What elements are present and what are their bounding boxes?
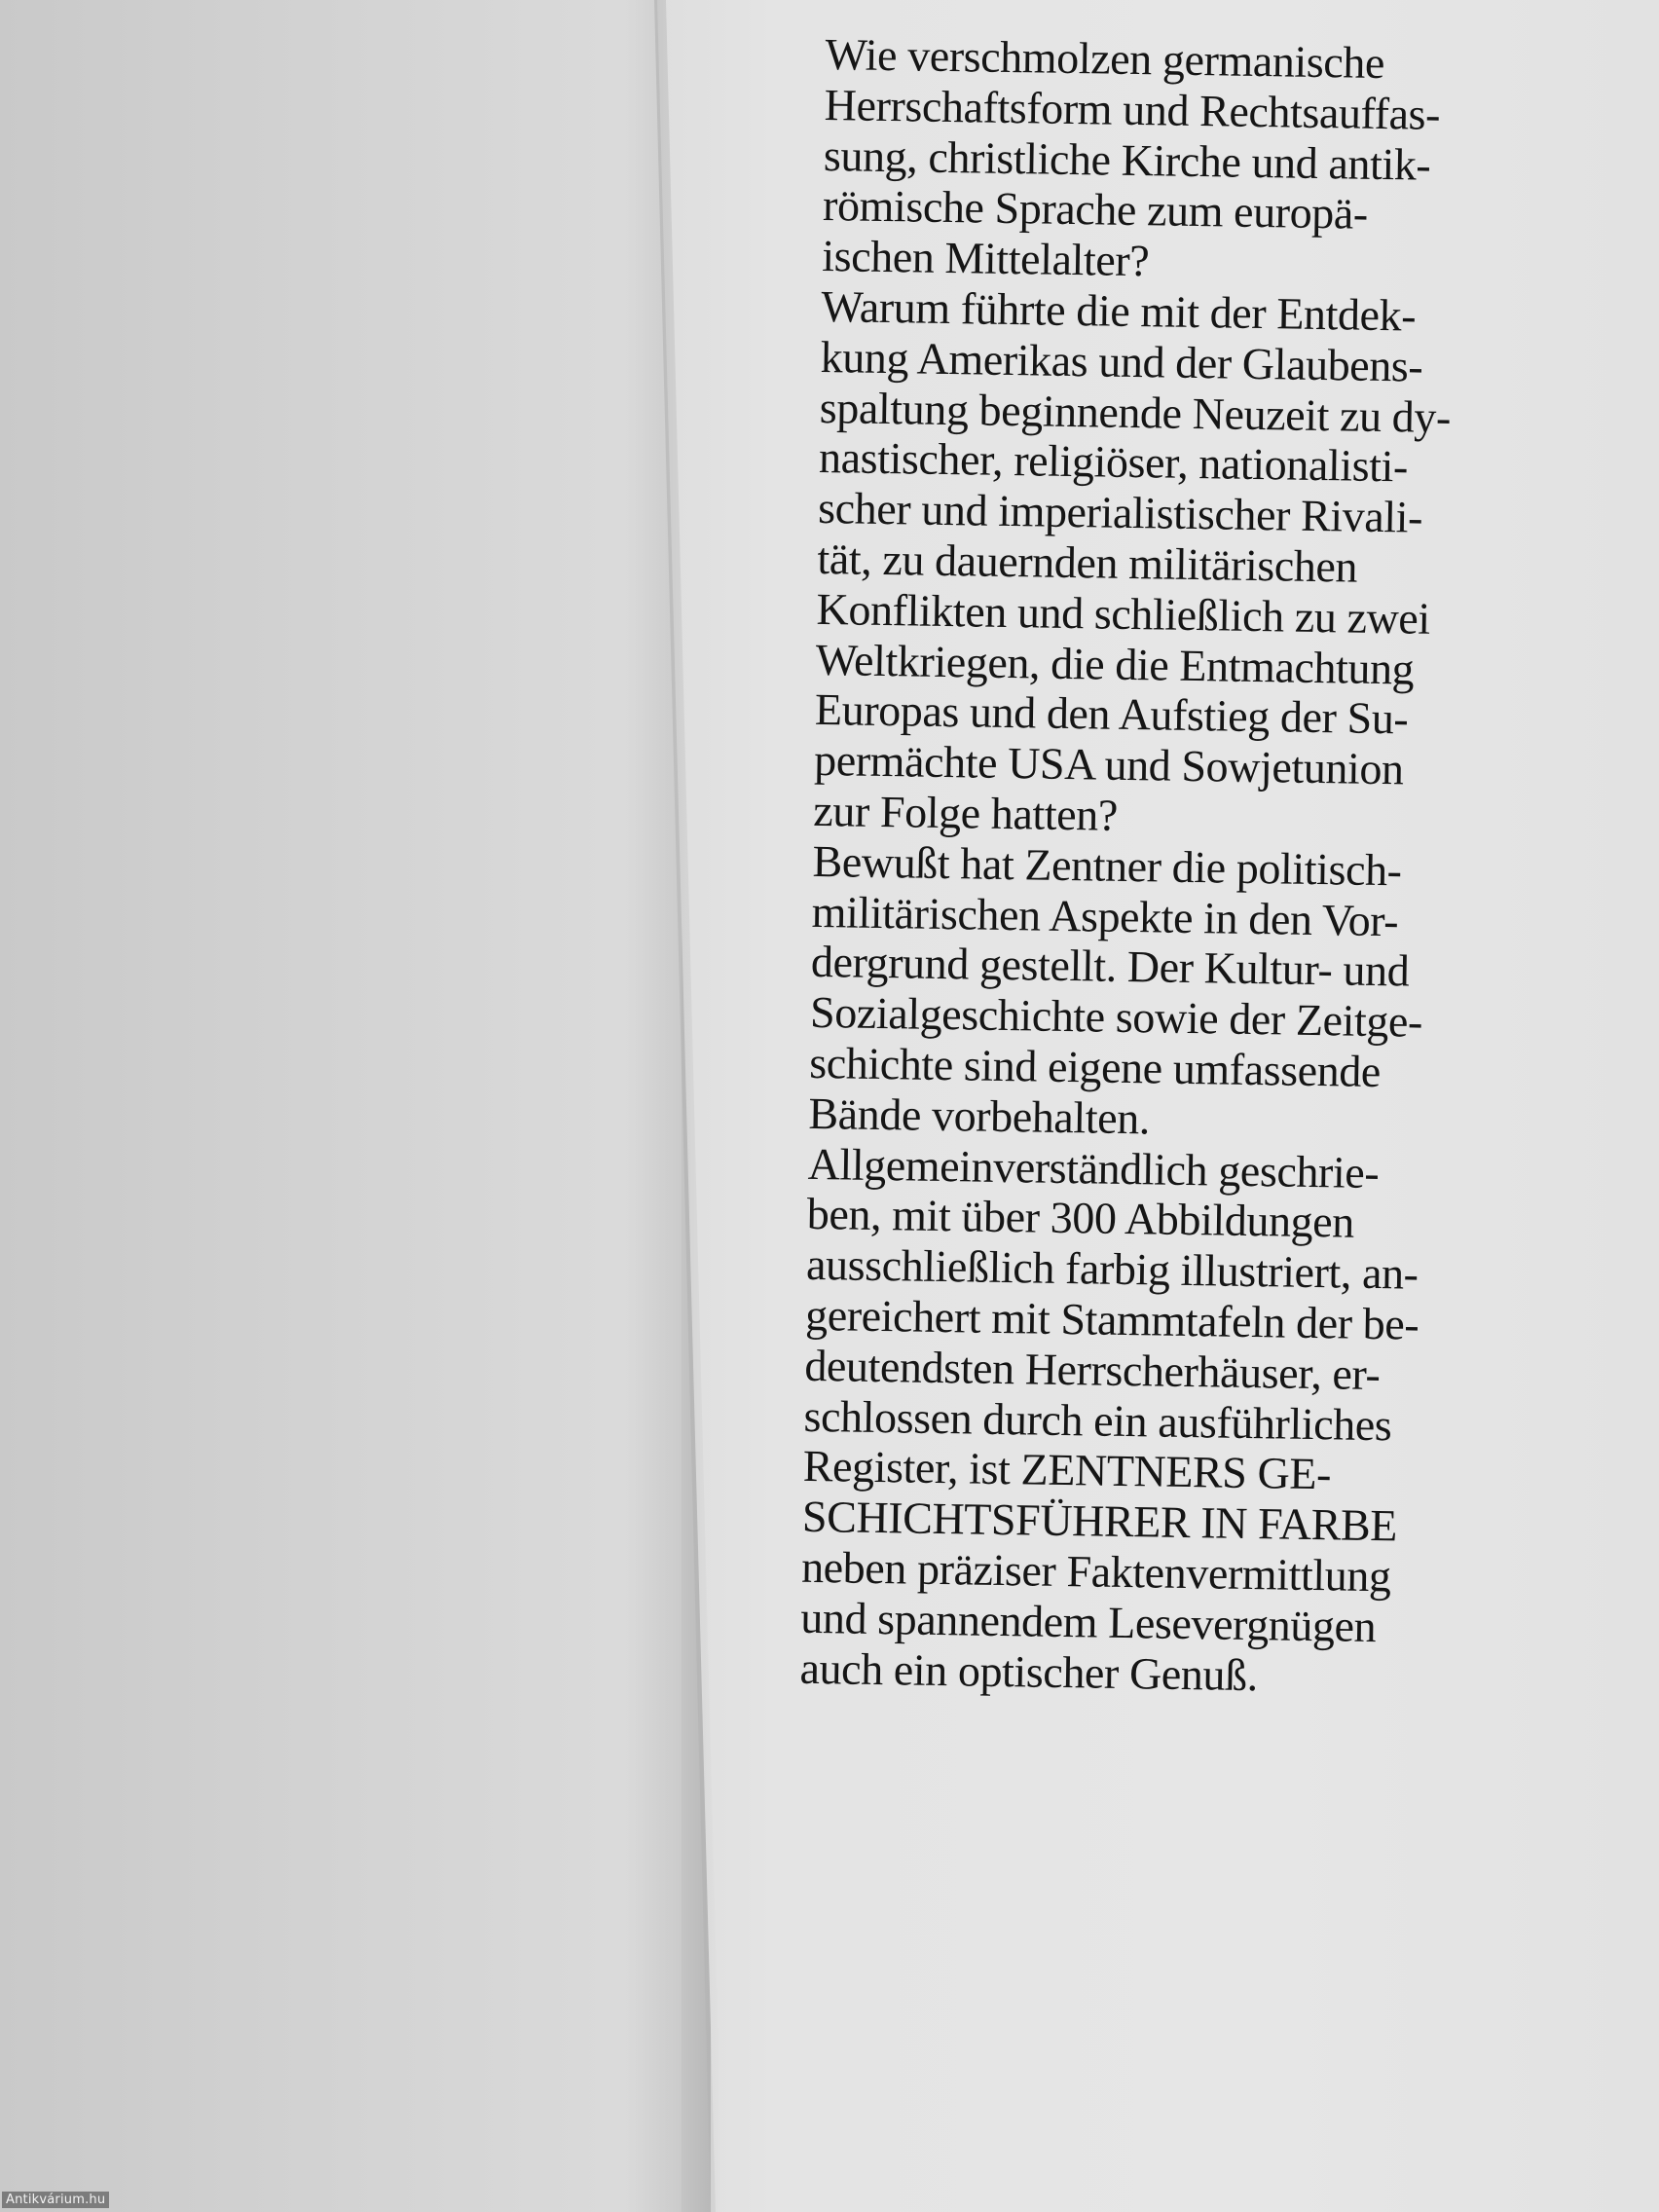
blurb-line: Herrschaftsform und Rechtsauffas- bbox=[824, 79, 1441, 139]
blurb-line: deutendsten Herrscherhäuser, er- bbox=[804, 1340, 1381, 1399]
blurb-line: Konflikten und schließlich zu zwei bbox=[816, 583, 1431, 644]
blurb-line: schlossen durch ein ausführliches bbox=[803, 1390, 1392, 1450]
blurb-line: Bände vorbehalten. bbox=[808, 1088, 1151, 1144]
blurb-line: sung, christliche Kirche und antik- bbox=[823, 129, 1431, 190]
blurb-line: spaltung beginnende Neuzeit zu dy- bbox=[819, 382, 1452, 442]
blurb-line: militärischen Aspekte in den Vor- bbox=[811, 886, 1399, 945]
blurb-line: zur Folge hatten? bbox=[812, 785, 1119, 840]
back-cover-blurb bbox=[799, 29, 1566, 1705]
blurb-line: Register, ist ZENTNERS GE- bbox=[802, 1441, 1332, 1499]
blurb-line: permächte USA und Sowjetunion bbox=[813, 735, 1405, 794]
blurb-line: ischen Mittelalter? bbox=[821, 231, 1150, 286]
blurb-line: tät, zu dauernden militärischen bbox=[817, 533, 1358, 592]
blurb-line: kung Amerikas und der Glaubens- bbox=[820, 331, 1423, 391]
watermark: Antikvárium.hu bbox=[2, 2192, 109, 2208]
blurb-line: scher und imperialistischer Rivali- bbox=[817, 483, 1423, 542]
blurb-line: Sozialgeschichte sowie der Zeitge- bbox=[809, 987, 1423, 1047]
blurb-line: Europas und den Aufstieg der Su- bbox=[814, 684, 1409, 744]
blurb-line: auch ein optischer Genuß. bbox=[799, 1642, 1259, 1700]
left-blank-page bbox=[0, 0, 682, 2212]
blurb-line: ben, mit über 300 Abbildungen bbox=[806, 1189, 1355, 1248]
blurb-line: neben präziser Faktenvermittlung bbox=[800, 1541, 1391, 1602]
blurb-line: nastischer, religiöser, nationalisti- bbox=[818, 432, 1409, 492]
blurb-line: Weltkriegen, die die Entmachtung bbox=[815, 634, 1415, 694]
blurb-line: dergrund gestellt. Der Kultur- und bbox=[810, 937, 1410, 996]
blurb-line: Allgemeinverständlich geschrie- bbox=[807, 1138, 1380, 1198]
blurb-line: römische Sprache zum europä- bbox=[822, 180, 1369, 240]
blurb-line: SCHICHTSFÜHRER IN FARBE bbox=[801, 1491, 1398, 1551]
blurb-line: schichte sind eigene umfassende bbox=[808, 1037, 1382, 1097]
blurb-line: ausschließlich farbig illustriert, an- bbox=[805, 1238, 1419, 1299]
blurb-line: Warum führte die mit der Entdek- bbox=[821, 280, 1417, 341]
blurb-line: Bewußt hat Zentner die politisch- bbox=[812, 835, 1403, 896]
blurb-line: und spannendem Lesevergnügen bbox=[799, 1592, 1377, 1651]
blurb-line: Wie verschmolzen germanische bbox=[825, 29, 1385, 89]
blurb-line: gereichert mit Stammtafeln der be- bbox=[804, 1289, 1419, 1349]
